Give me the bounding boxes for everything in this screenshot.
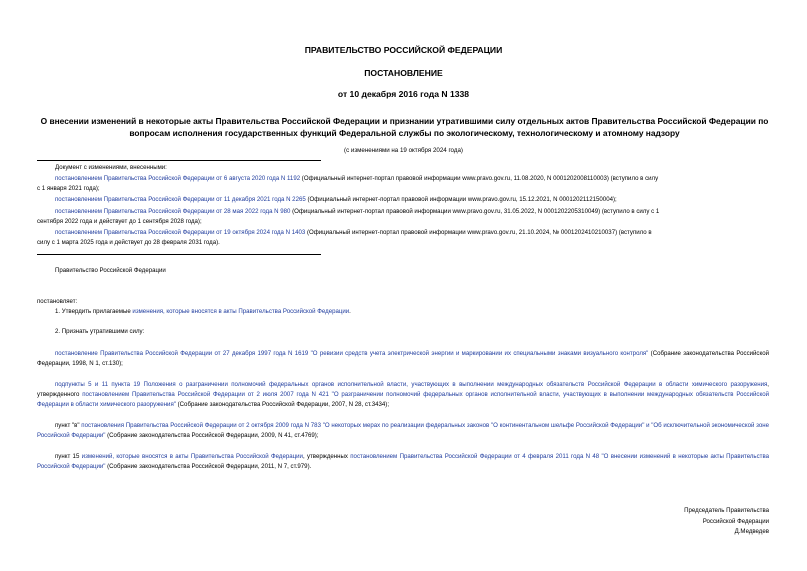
signature-org: Российской Федерации — [702, 517, 769, 525]
amendments-top-divider — [37, 160, 321, 161]
repeal-text: , утвержденных — [302, 453, 351, 460]
amendment-link[interactable]: постановлением Правительства Российской Федерации от 28 мая 2022 года N 980 — [55, 208, 291, 215]
amendment-item-cont: сентября 2022 года и действует до 1 сентября 2028 года); — [37, 218, 202, 225]
government-line: Правительство Российской Федерации — [55, 267, 166, 274]
repeal-link[interactable]: изменений, которые вносятся в акты Правительства Российской Федерации — [81, 453, 303, 460]
repeal-text-pre: пункт "в" — [55, 422, 82, 429]
repeal-text: (Собрание законодательства Российской Федерации, 1998, N 1, ст.130); — [37, 350, 770, 367]
amendment-item-cont: силу с 1 марта 2025 года и действует до 28 февраля 2031 года). — [37, 239, 220, 246]
repeal-item — [37, 349, 769, 369]
changes-note: (с изменениями на 19 октября 2024 года) — [344, 147, 463, 154]
repeal-text-end: (Собрание законодательства Российской Федерации, 2007, N 28, ст.3434); — [175, 401, 390, 408]
repeal-link[interactable]: подпункты 5 и 11 пункта 19 Положения о разграничении полномочий федеральных органов исполнительной власти, участвующих в выполнении международных обязательств Российской Федерации в области химического разоружения — [55, 381, 768, 388]
document-type: ПОСТАНОВЛЕНИЕ — [364, 68, 443, 78]
document-date-number: от 10 декабря 2016 года N 1338 — [337, 89, 470, 99]
amendment-item — [55, 228, 652, 238]
signature-block — [684, 506, 769, 538]
repeal-link[interactable]: постановления Правительства Российской Федерации от 2 октября 2009 года N 783 "О некоторых мерах по реализации федеральных законов "О континентальном шельфе Российской Федерации" и "Об исключительной экономической зоне Российской Федерации" — [37, 422, 769, 439]
item-2: 2. Признать утратившими силу: — [55, 328, 145, 335]
repeal-item — [37, 421, 769, 441]
amendment-item-cont: с 1 января 2021 года); — [37, 185, 100, 192]
amendment-text: (Официальный интернет-портал правовой информации www.pravo.gov.ru, 11.08.2020, N 0001202008110003) (вступило в силу — [300, 175, 659, 182]
repeal-link-2[interactable]: постановлением Правительства Российской Федерации от 2 июля 2007 года N 421 "О разграничении полномочий федеральных органов исполнительной власти, участвующих в выполнении международных обязательств Российской Федерации в области химического разоружения" — [37, 391, 769, 408]
item-1-link[interactable]: изменения, которые вносятся в акты Правительства Российской Федерации — [132, 308, 350, 315]
government-heading: ПРАВИТЕЛЬСТВО РОССИЙСКОЙ ФЕДЕРАЦИИ — [304, 45, 503, 55]
amendment-link[interactable]: постановлением Правительства Российской Федерации от 6 августа 2020 года N 1192 — [55, 175, 301, 182]
amendment-item — [55, 195, 617, 205]
amendment-text: (Официальный интернет-портал правовой информации www.pravo.gov.ru, 31.05.2022, N 0001202205310049) (вступило в силу с 1 — [290, 208, 660, 215]
repeal-link[interactable]: постановление Правительства Российской Федерации от 27 декабря 1997 года N 1619 "О ревизии средств учета электрической энергии и маркировании их специальными знаками визуального контроля" — [55, 350, 649, 357]
repeal-text: , утвержденного — [37, 381, 769, 398]
amendment-item — [55, 207, 659, 217]
amendment-text: (Официальный интернет-портал правовой информации www.pravo.gov.ru, 15.12.2021, N 0001202112150004); — [305, 196, 617, 203]
item-1 — [55, 307, 351, 317]
signature-title: Председатель Правительства — [684, 507, 769, 514]
item-1-text: 1. Утвердить прилагаемые — [55, 308, 133, 315]
repeal-text-pre: пункт 15 — [55, 453, 82, 460]
amendments-bottom-divider — [37, 254, 321, 255]
repeal-item — [37, 452, 769, 472]
repeal-text: (Собрание законодательства Российской Федерации, 2009, N 41, ст.4769); — [105, 432, 319, 439]
signature-name: Д.Медведев — [734, 528, 769, 535]
amendment-link[interactable]: постановлением Правительства Российской Федерации от 11 декабря 2021 года N 2265 — [55, 196, 306, 203]
amendment-item — [55, 174, 658, 184]
repeal-item — [37, 380, 769, 410]
amendment-text: (Официальный интернет-портал правовой информации www.pravo.gov.ru, 21.10.2024, № 0001202410210037) (вступило в — [305, 229, 652, 236]
resolves-line: постановляет: — [37, 298, 78, 305]
amendment-link[interactable]: постановлением Правительства Российской Федерации от 19 октября 2024 года N 1403 — [55, 229, 306, 236]
repeal-link-2[interactable]: постановлением Правительства Российской Федерации от 4 февраля 2011 года N 48 "О внесении изменений в некоторые акты Правительства Российской Федерации" — [37, 453, 770, 470]
item-1-end: . — [349, 308, 351, 315]
repeal-text-end: (Собрание законодательства Российской Федерации, 2011, N 7, ст.979). — [105, 463, 312, 470]
amendments-intro: Документ с изменениями, внесенными: — [55, 164, 167, 171]
document-title: О внесении изменений в некоторые акты Правительства Российской Федерации и признании утратившими силу отдельных актов Правительства Российской Федерации по вопросам исполнения государственных функций Федеральной службы по экологическому, технологическому и атомному надзору — [40, 116, 769, 138]
